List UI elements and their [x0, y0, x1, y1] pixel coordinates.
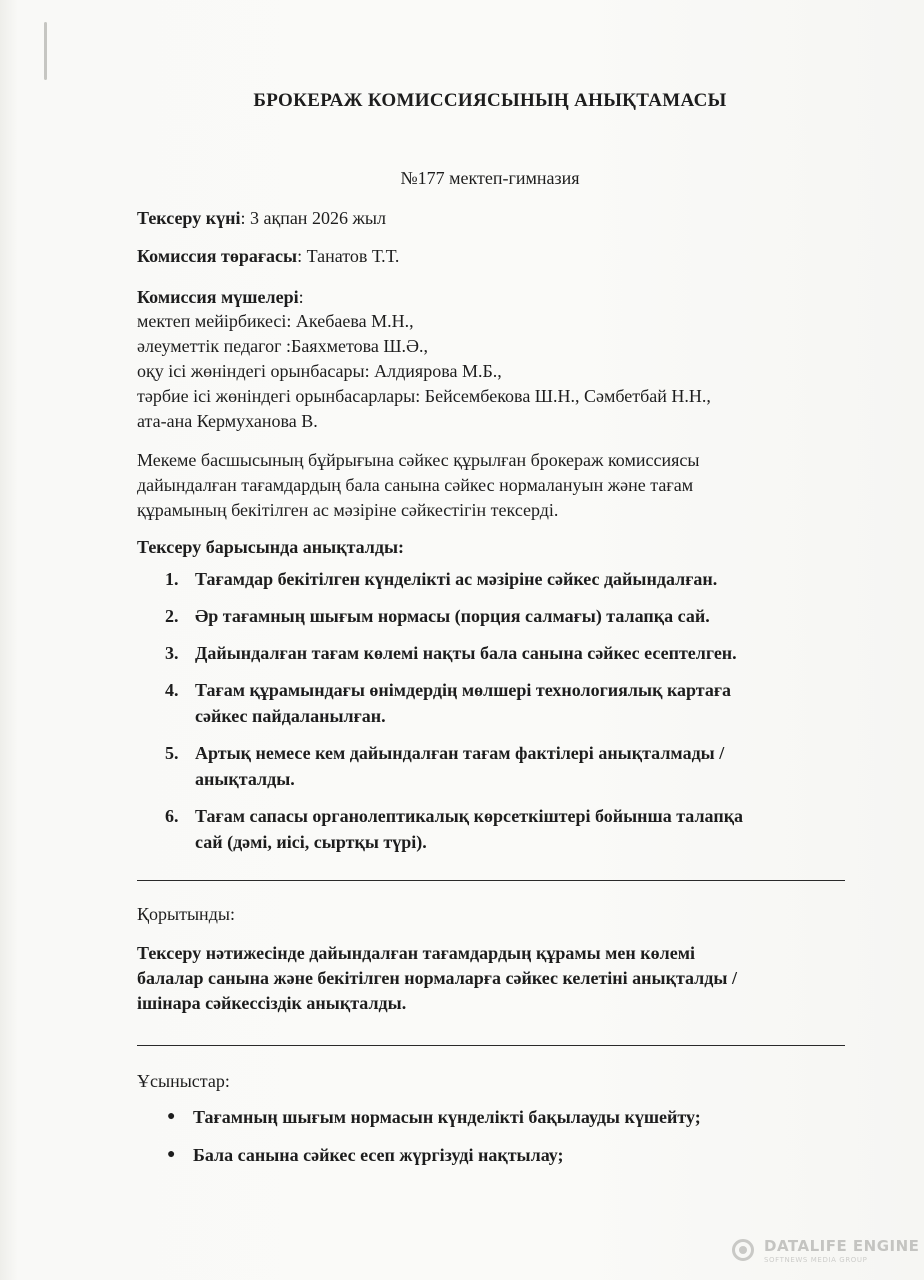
finding-item — [137, 740, 837, 792]
member-line: әлеуметтік педагог :Баяхметова Ш.Ә., — [137, 336, 429, 356]
member-line: оқу ісі жөніндегі орынбасары: Алдиярова М.Б., — [137, 361, 502, 381]
members-colon: : — [298, 287, 304, 307]
member-line: тәрбие ісі жөніндегі орынбасарлары: Бейсембекова Ш.Н., Сәмбетбай Н.Н., — [137, 386, 711, 406]
inspection-date-value: : 3 ақпан 2026 жыл — [240, 208, 386, 228]
finding-number: 1. — [165, 569, 179, 589]
findings-list — [137, 566, 837, 855]
finding-item — [137, 566, 837, 592]
finding-text: Артық немесе кем дайындалған тағам фактілері анықталмады / — [195, 743, 725, 763]
conclusion-line: балалар санына және бекітілген нормаларға сәйкес келетіні анықталды / — [137, 968, 737, 988]
document-title: БРОКЕРАЖ КОМИССИЯСЫНЫҢ АНЫҚТАМАСЫ — [253, 90, 727, 111]
watermark-tagline: SOFTNEWS MEDIA GROUP — [764, 1256, 868, 1264]
finding-text: Әр тағамның шығым нормасы (порция салмағы) талапқа сай. — [195, 606, 710, 626]
finding-text: Тағамдар бекітілген күнделікті ас мәзіріне сәйкес дайындалған. — [195, 569, 718, 589]
recommendation-item — [137, 1142, 837, 1168]
finding-number: 5. — [165, 743, 179, 763]
intro-line: құрамының бекітілген ас мәзіріне сәйкестігін тексерді. — [137, 500, 559, 520]
finding-number: 2. — [165, 606, 179, 626]
finding-number: 4. — [165, 680, 179, 700]
finding-text-cont: анықталды. — [195, 769, 295, 789]
recommendation-item — [137, 1104, 837, 1130]
commission-chair — [137, 245, 399, 267]
finding-item — [137, 640, 837, 666]
recommendations-heading: Ұсыныстар: — [137, 1071, 230, 1091]
finding-item — [137, 677, 837, 729]
finding-text-cont: сәйкес пайдаланылған. — [195, 706, 386, 726]
finding-number: 3. — [165, 643, 179, 663]
finding-item — [137, 803, 837, 855]
scan-edge-mark — [44, 22, 47, 80]
watermark-name: DATALIFE ENGINE — [764, 1237, 920, 1255]
intro-line: дайындалған тағамдардың бала санына сәйкес нормалануын және тағам — [137, 475, 694, 495]
finding-text: Дайындалған тағам көлемі нақты бала санына сәйкес есептелген. — [195, 643, 737, 663]
school-name: №177 мектеп-гимназия — [400, 168, 580, 188]
finding-text-cont: сай (дәмі, иісі, сыртқы түрі). — [195, 832, 427, 852]
finding-text: Тағам сапасы органолептикалық көрсеткіштері бойынша талапқа — [195, 806, 744, 826]
logo-icon — [732, 1239, 754, 1261]
chair-label: Комиссия төрағасы — [137, 246, 298, 266]
bullet-icon: ● — [167, 1147, 176, 1162]
divider-line — [137, 1045, 845, 1046]
finding-number: 6. — [165, 806, 179, 826]
recommendation-text: Тағамның шығым нормасын күнделікті бақылауды күшейту; — [193, 1107, 701, 1127]
conclusion-heading: Қорытынды: — [137, 904, 235, 924]
findings-heading: Тексеру барысында анықталды: — [137, 537, 405, 557]
conclusion-line: Тексеру нәтижесінде дайындалған тағамдардың құрамы мен көлемі — [137, 943, 696, 963]
divider-line — [137, 880, 845, 881]
intro-line: Мекеме басшысының бұйрығына сәйкес құрылған брокераж комиссиясы — [137, 450, 700, 470]
recommendations-list — [137, 1104, 837, 1168]
inspection-date-label: Тексеру күні — [137, 208, 241, 228]
inspection-date — [137, 207, 386, 229]
recommendation-text: Бала санына сәйкес есеп жүргізуді нақтылау; — [193, 1145, 564, 1165]
members-heading — [137, 286, 304, 308]
member-line: ата-ана Кермуханова В. — [137, 411, 318, 431]
watermark-logo — [732, 1235, 920, 1269]
chair-value: : Танатов Т.Т. — [297, 246, 400, 266]
member-line: мектеп мейірбикесі: Акебаева М.Н., — [137, 311, 414, 331]
bullet-icon: ● — [167, 1109, 176, 1124]
conclusion-line: ішінара сәйкессіздік анықталды. — [137, 993, 407, 1013]
finding-text: Тағам құрамындағы өнімдердің мөлшері технологиялық картаға — [195, 680, 732, 700]
finding-item — [137, 603, 837, 629]
members-label: Комиссия мүшелері — [137, 287, 299, 307]
